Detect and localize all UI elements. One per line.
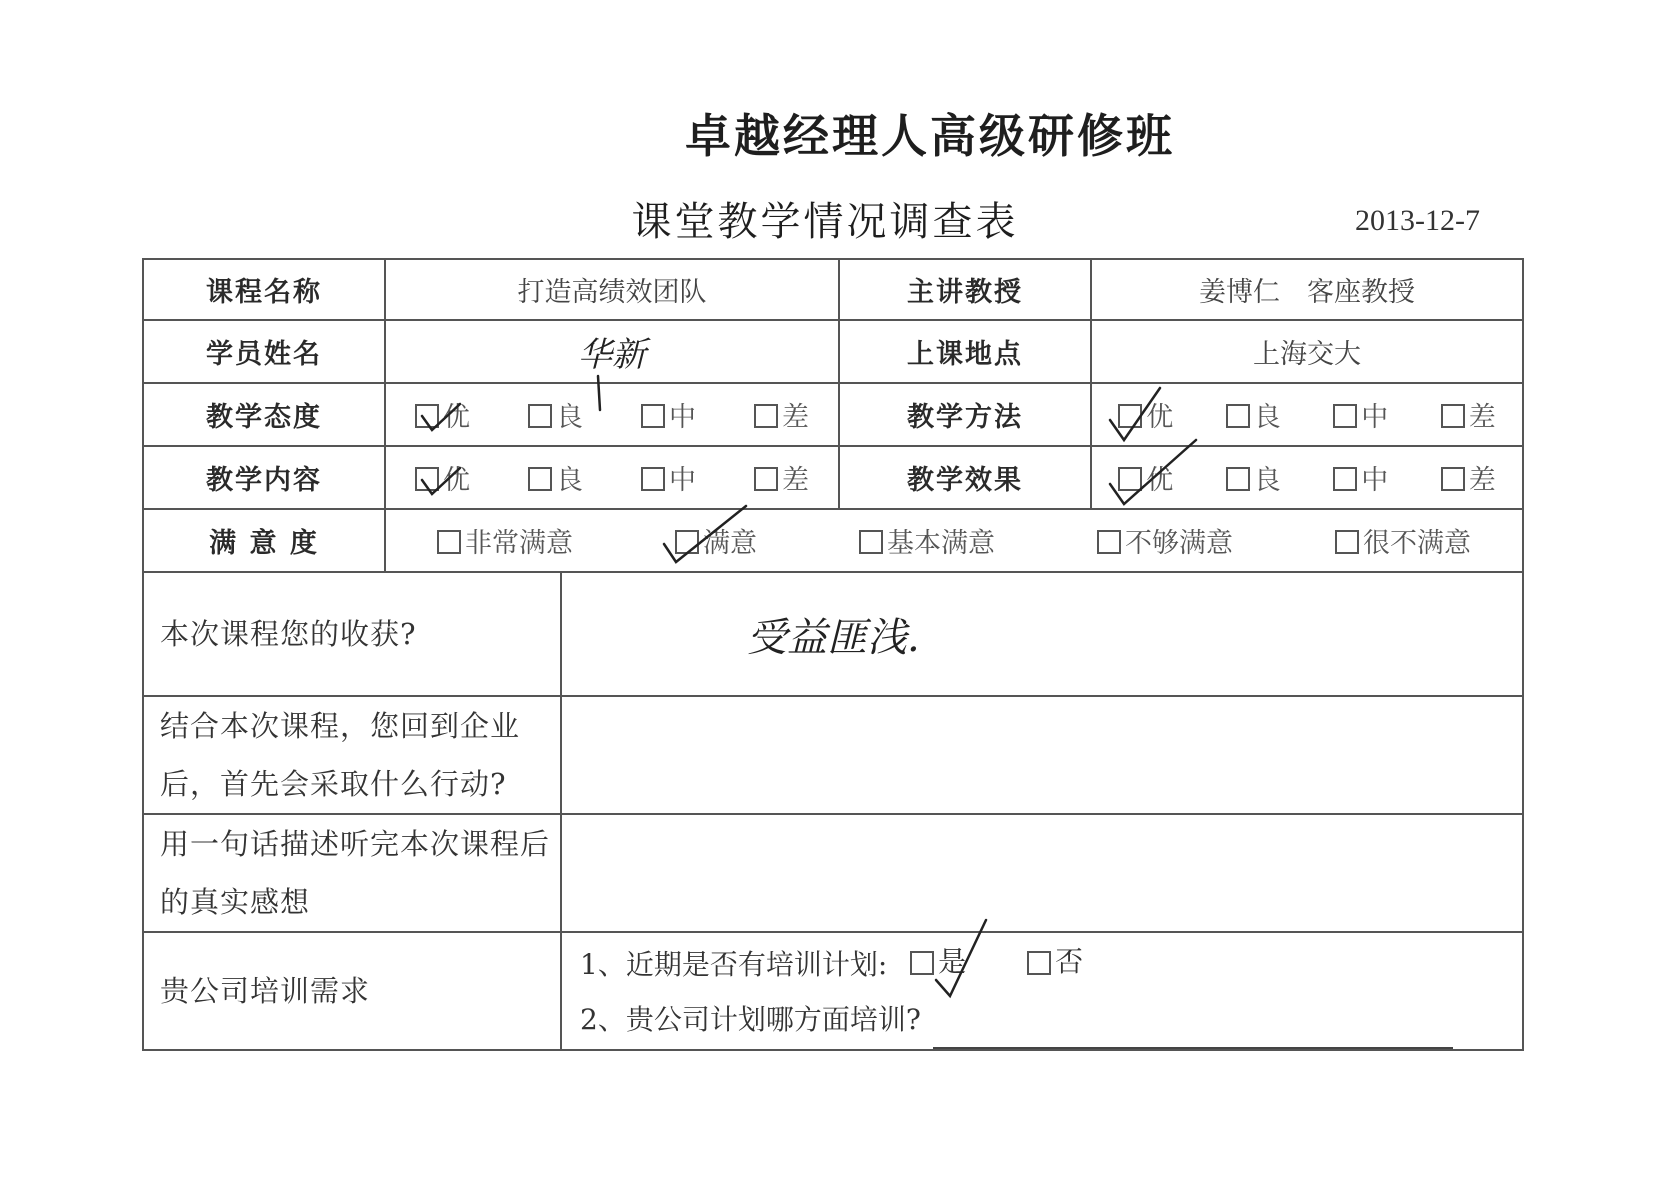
training-plan-question: 1、近期是否有培训计划:: [580, 948, 888, 981]
checkbox-icon: [1333, 404, 1357, 428]
checkbox-icon: [1097, 530, 1121, 554]
gain-answer-handwriting: 受益匪浅.: [747, 614, 920, 661]
checkbox-icon: [641, 404, 665, 428]
checkbox-icon: [910, 951, 934, 975]
satisfaction-label: 满 意 度: [143, 509, 385, 572]
content-option-good[interactable]: 良: [528, 458, 583, 497]
form-subtitle: 课堂教学情况调查表: [631, 199, 1019, 245]
checkbox-icon: [675, 530, 699, 554]
checkbox-icon: [1333, 467, 1357, 491]
checkbox-icon: [1226, 467, 1250, 491]
content-effect-row: [143, 446, 1523, 509]
location-label: 上课地点: [839, 320, 1091, 383]
attitude-option-good[interactable]: 良: [528, 395, 583, 434]
student-name-label: 学员姓名: [143, 320, 385, 383]
checkbox-icon: [641, 467, 665, 491]
attitude-option-poor[interactable]: 差: [754, 395, 809, 434]
course-row: [143, 259, 1523, 320]
checkbox-icon: [528, 467, 552, 491]
gain-row: [143, 572, 1523, 696]
effect-option-average[interactable]: 中: [1333, 458, 1388, 497]
satisfaction-option-very[interactable]: 非常满意: [437, 521, 573, 560]
checkbox-icon: [754, 467, 778, 491]
satisfaction-option-very-unsatisfied[interactable]: 很不满意: [1335, 521, 1471, 560]
checkbox-icon: [415, 404, 439, 428]
action-question: 结合本次课程，您回到企业后，首先会采取什么行动?: [143, 696, 561, 814]
training-plan-yes[interactable]: 是: [910, 933, 966, 991]
form-title: 卓越经理人高级研修班: [685, 109, 1175, 163]
training-label: 贵公司培训需求: [143, 932, 561, 1050]
checkbox-icon: [528, 404, 552, 428]
effect-option-good[interactable]: 良: [1226, 458, 1281, 497]
checkbox-icon: [415, 467, 439, 491]
content-label: 教学内容: [143, 446, 385, 509]
attitude-option-excellent[interactable]: 优: [415, 395, 470, 434]
method-option-good[interactable]: 良: [1226, 395, 1281, 434]
method-label: 教学方法: [839, 383, 1091, 446]
thought-question: 用一句话描述听完本次课程后的真实感想: [143, 814, 561, 932]
satisfaction-option-satisfied[interactable]: 满意: [675, 521, 757, 560]
effect-option-poor[interactable]: 差: [1441, 458, 1496, 497]
action-answer-field[interactable]: [561, 696, 1523, 814]
location-value: 上海交大: [1091, 320, 1523, 383]
content-option-excellent[interactable]: 优: [415, 458, 470, 497]
training-plan-no[interactable]: 否: [1027, 933, 1083, 991]
satisfaction-options: [385, 509, 1523, 572]
student-name-field[interactable]: [385, 320, 839, 383]
checkbox-icon: [1118, 404, 1142, 428]
content-options: [385, 446, 839, 509]
satisfaction-option-insufficient[interactable]: 不够满意: [1097, 521, 1233, 560]
satisfaction-row: [143, 509, 1523, 572]
checkbox-icon: [1226, 404, 1250, 428]
content-option-average[interactable]: 中: [641, 458, 696, 497]
method-option-excellent[interactable]: 优: [1118, 395, 1173, 434]
checkbox-icon: [754, 404, 778, 428]
attitude-option-average[interactable]: 中: [641, 395, 696, 434]
method-option-poor[interactable]: 差: [1441, 395, 1496, 434]
action-row: [143, 696, 1523, 814]
effect-option-excellent[interactable]: 优: [1118, 458, 1173, 497]
checkbox-icon: [1118, 467, 1142, 491]
content-option-poor[interactable]: 差: [754, 458, 809, 497]
effect-options: [1091, 446, 1523, 509]
checkbox-icon: [1027, 951, 1051, 975]
lecturer-value: 姜博仁 客座教授: [1091, 259, 1523, 320]
training-area-line: [562, 991, 1522, 1049]
lecturer-label: 主讲教授: [839, 259, 1091, 320]
method-option-average[interactable]: 中: [1333, 395, 1388, 434]
method-options: [1091, 383, 1523, 446]
training-plan-line: [562, 933, 1522, 991]
gain-question: 本次课程您的收获?: [143, 572, 561, 696]
checkbox-icon: [1441, 404, 1465, 428]
attitude-method-row: [143, 383, 1523, 446]
attitude-label: 教学态度: [143, 383, 385, 446]
student-row: [143, 320, 1523, 383]
checkbox-icon: [1441, 467, 1465, 491]
checkbox-icon: [437, 530, 461, 554]
gain-answer-field[interactable]: [561, 572, 1523, 696]
effect-label: 教学效果: [839, 446, 1091, 509]
survey-table: [142, 258, 1524, 1051]
attitude-options: [385, 383, 839, 446]
training-area-blank[interactable]: [933, 1017, 1453, 1049]
thought-answer-field[interactable]: [561, 814, 1523, 932]
training-area-question: 2、贵公司计划哪方面培训?: [580, 1003, 921, 1036]
form-date: 2013-12-7: [1355, 204, 1480, 237]
student-name-handwriting: 华新: [578, 335, 646, 375]
training-questions: [561, 932, 1523, 1050]
checkbox-icon: [859, 530, 883, 554]
training-row: [143, 932, 1523, 1050]
course-name-label: 课程名称: [143, 259, 385, 320]
checkbox-icon: [1335, 530, 1359, 554]
satisfaction-option-basic[interactable]: 基本满意: [859, 521, 995, 560]
thought-row: [143, 814, 1523, 932]
course-name-value: 打造高绩效团队: [385, 259, 839, 320]
